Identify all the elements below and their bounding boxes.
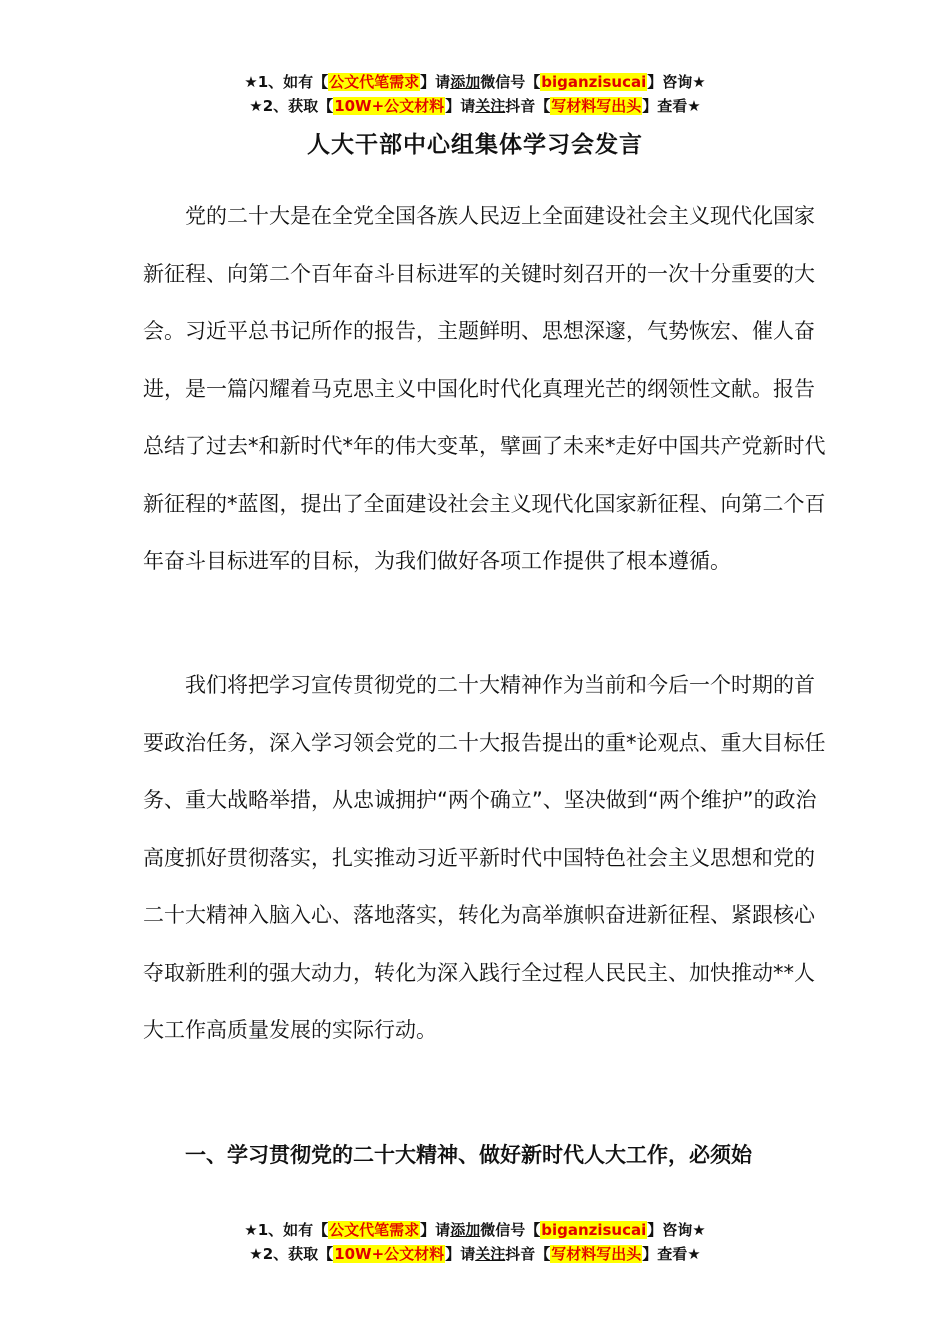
highlight-douyin-account: 写材料写出头 [551,97,642,115]
highlight-wechat-id: biganzisucai [541,1221,647,1239]
footer-banner [0,1218,950,1266]
paragraph-1: 党的二十大是在全党全国各族人民迈上全面建设社会主义现代化国家新征程、向第二个百年奋斗目标进军的关键时刻召开的一次十分重要的大会。习近平总书记所作的报告，主题鲜明、思想深邃，气势恢宏、催人奋进，是一篇闪耀着马克思主义中国化时代化真理光芒的纲领性文献。报告总结了过去*和新时代*年的伟大变革，擘画了未来*走好中国共产党新时代新征程的*蓝图，提出了全面建设社会主义现代化国家新征程、向第二个百年奋斗目标进军的目标，为我们做好各项工作提供了根本遵循。 [143,204,826,573]
highlight-writing-service: 公文代笔需求 [329,73,420,91]
banner-line-2: ★2、获取【10W+公文材料】请关注抖音【写材料写出头】查看★ [249,97,701,115]
footer-banner-line-1: ★1、如有【公文代笔需求】请添加微信号【biganzisucai】咨询★ [244,1221,706,1239]
banner-line-1: ★1、如有【公文代笔需求】请添加微信号【biganzisucai】咨询★ [244,73,706,91]
section-heading-1: 一、学习贯彻党的二十大精神、做好新时代人大工作，必须始 [185,1143,752,1167]
highlight-materials: 10W+公文材料 [334,1245,445,1263]
document-body [143,188,833,591]
highlight-wechat-id: biganzisucai [541,73,647,91]
footer-banner-line-2: ★2、获取【10W+公文材料】请关注抖音【写材料写出头】查看★ [249,1245,701,1263]
highlight-douyin-account: 写材料写出头 [551,1245,642,1263]
document-body-2 [143,657,833,1060]
highlight-writing-service: 公文代笔需求 [329,1221,420,1239]
highlight-materials: 10W+公文材料 [334,97,445,115]
document-title: 人大干部中心组集体学习会发言 [307,132,643,158]
header-banner [0,70,950,118]
paragraph-2: 我们将把学习宣传贯彻党的二十大精神作为当前和今后一个时期的首要政治任务，深入学习领会党的二十大报告提出的重*论观点、重大目标任务、重大战略举措，从忠诚拥护“两个确立”、坚决做到“两个维护”的政治高度抓好贯彻落实，扎实推动习近平新时代中国特色社会主义思想和党的二十大精神入脑入心、落地落实，转化为高举旗帜奋进新征程、紧跟核心夺取新胜利的强大动力，转化为深入践行全过程人民民主、加快推动**人大工作高质量发展的实际行动。 [143,673,826,1042]
